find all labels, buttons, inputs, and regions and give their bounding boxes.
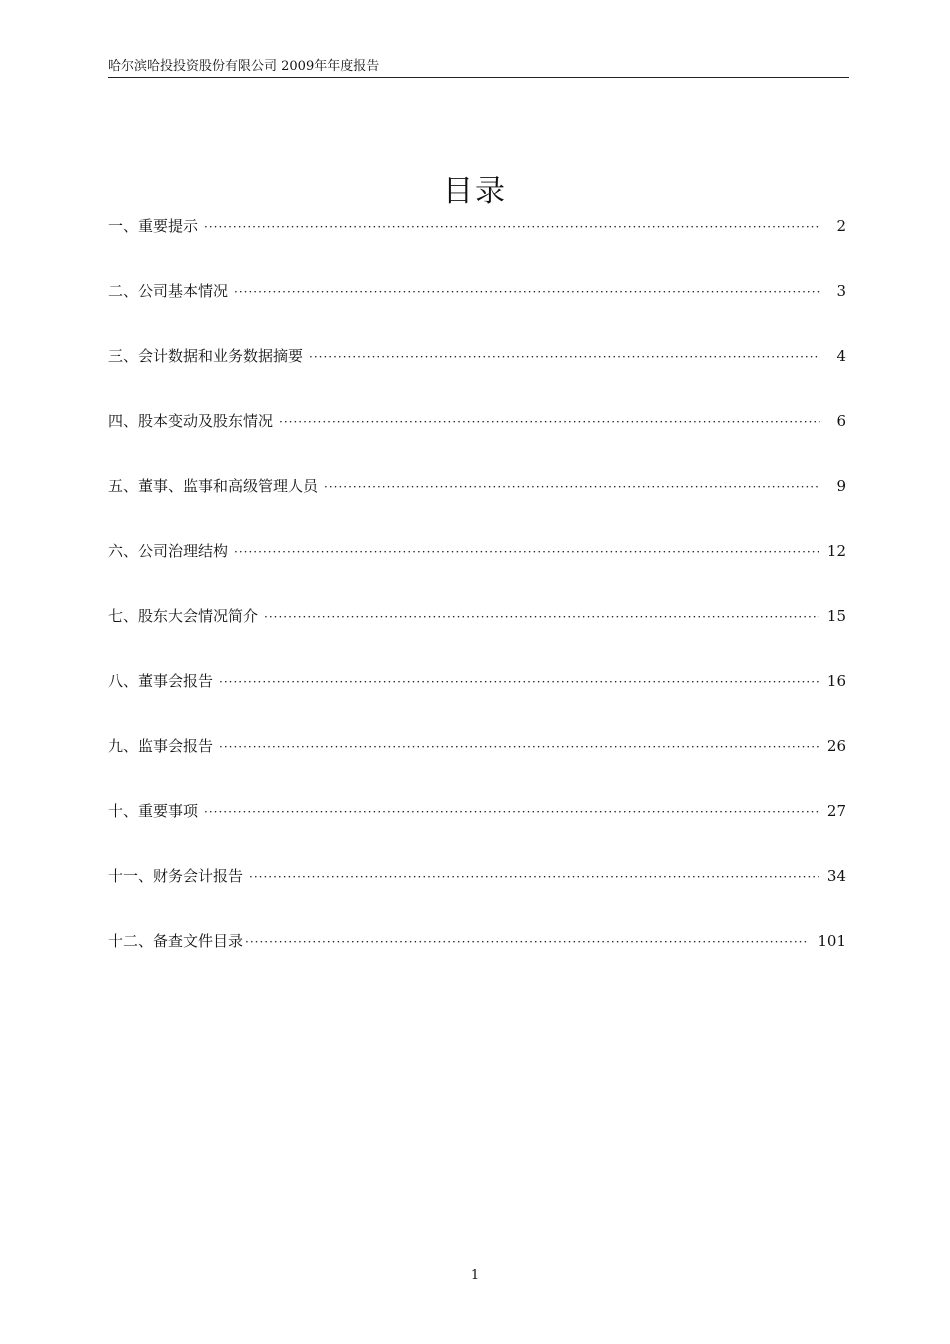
- toc-entry[interactable]: [108, 212, 846, 277]
- toc-leader-dots: [234, 540, 819, 564]
- page-header: 哈尔滨哈投投资股份有限公司 2009年年度报告: [108, 59, 380, 74]
- toc-entry-page: 26: [826, 737, 846, 755]
- toc-leader-dots: [219, 735, 819, 759]
- toc-entry[interactable]: [108, 732, 846, 797]
- toc-entry-page: 27: [826, 802, 846, 820]
- toc-entry[interactable]: [108, 927, 846, 992]
- toc-entry-label: 一、重要提示: [108, 217, 199, 235]
- toc-entry-page: 101: [817, 932, 846, 950]
- toc-leader-dots: [245, 930, 809, 954]
- toc-leader-dots: [219, 670, 819, 694]
- toc-entry[interactable]: [108, 797, 846, 862]
- toc-entry[interactable]: [108, 407, 846, 472]
- toc-entry-label: 六、公司治理结构: [108, 542, 229, 560]
- header-divider: [108, 77, 849, 78]
- toc-entry-label: 四、股本变动及股东情况: [108, 412, 274, 430]
- toc-entry-page: 2: [836, 217, 846, 235]
- toc-leader-dots: [204, 215, 820, 239]
- toc-entry[interactable]: [108, 667, 846, 732]
- toc-entry-label: 十、重要事项: [108, 802, 199, 820]
- toc-entry-label: 三、会计数据和业务数据摘要: [108, 347, 304, 365]
- toc-entry-page: 12: [826, 542, 846, 560]
- toc-leader-dots: [309, 345, 820, 369]
- toc-entry-label: 十二、备查文件目录: [108, 932, 244, 950]
- toc-entry-page: 16: [826, 672, 846, 690]
- page-title: 目录: [443, 174, 507, 209]
- toc-entry-label: 八、董事会报告: [108, 672, 214, 690]
- toc-entry-page: 3: [836, 282, 846, 300]
- toc-entry[interactable]: [108, 602, 846, 667]
- toc-entry-page: 15: [826, 607, 846, 625]
- toc-entry-label: 五、董事、监事和高级管理人员: [108, 477, 319, 495]
- toc-leader-dots: [204, 800, 819, 824]
- toc-leader-dots: [264, 605, 819, 629]
- toc-entry[interactable]: [108, 862, 846, 927]
- toc-entry-label: 十一、财务会计报告: [108, 867, 244, 885]
- toc-entry-label: 七、股东大会情况简介: [108, 607, 259, 625]
- toc-leader-dots: [279, 410, 820, 434]
- toc-leader-dots: [324, 475, 820, 499]
- toc-entry-page: 4: [836, 347, 846, 365]
- toc-entry-label: 九、监事会报告: [108, 737, 214, 755]
- page-number: 1: [470, 1268, 480, 1283]
- toc-entry-page: 34: [826, 867, 846, 885]
- toc-entry[interactable]: [108, 277, 846, 342]
- table-of-contents: [108, 212, 846, 992]
- toc-entry-page: 9: [836, 477, 846, 495]
- toc-leader-dots: [234, 280, 820, 304]
- toc-entry-page: 6: [836, 412, 846, 430]
- toc-leader-dots: [249, 865, 819, 889]
- toc-entry[interactable]: [108, 342, 846, 407]
- toc-entry-label: 二、公司基本情况: [108, 282, 229, 300]
- toc-entry[interactable]: [108, 537, 846, 602]
- toc-entry[interactable]: [108, 472, 846, 537]
